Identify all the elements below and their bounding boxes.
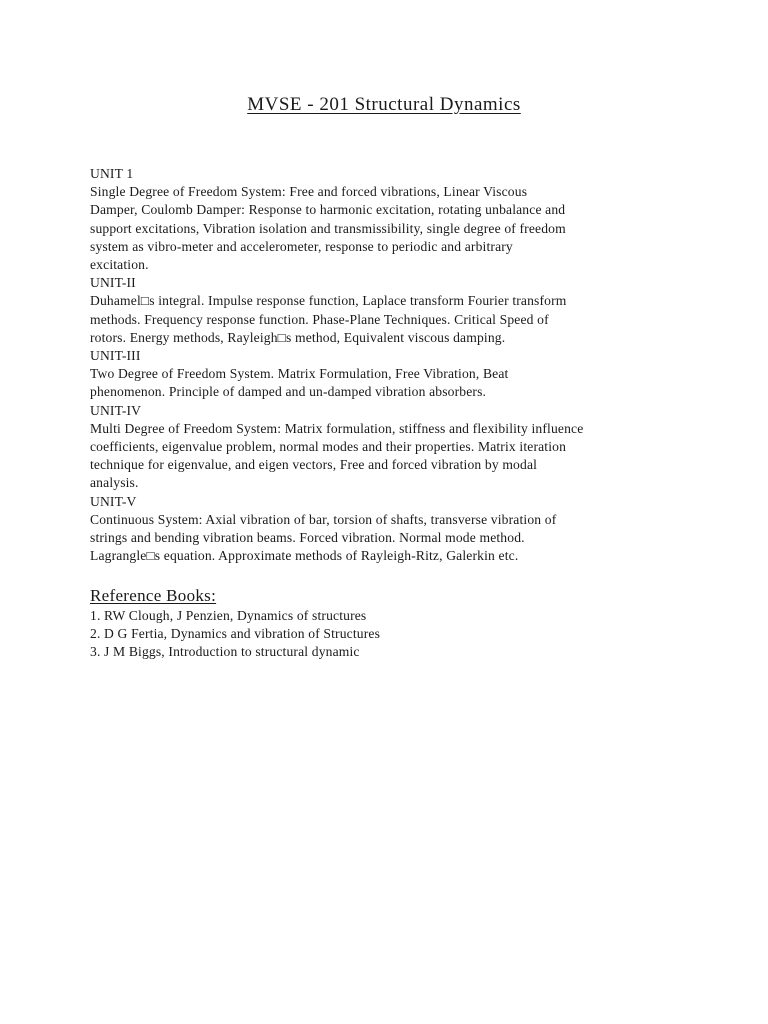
unit-4-section — [90, 402, 690, 493]
reference-books-section — [90, 585, 690, 662]
unit-line: Single Degree of Freedom System: Free and forced vibrations, Linear Viscous — [90, 184, 528, 200]
unit-line: support excitations, Vibration isolation and transmissibility, single degree of freedom — [90, 220, 566, 236]
list-item: 1. RW Clough, J Penzien, Dynamics of structures — [90, 608, 367, 623]
reference-books-heading: Reference Books: — [90, 586, 217, 605]
unit-heading: UNIT-II — [90, 275, 136, 291]
unit-line: excitation. — [90, 257, 149, 273]
unit-heading: UNIT-IV — [90, 402, 142, 418]
unit-2-section — [90, 274, 690, 347]
unit-line: Multi Degree of Freedom System: Matrix formulation, stiffness and flexibility influence — [90, 420, 584, 436]
reference-books-list — [90, 607, 690, 662]
unit-1-section — [90, 165, 690, 274]
unit-heading: UNIT 1 — [90, 166, 134, 181]
unit-line: technique for eigenvalue, and eigen vectors, Free and forced vibration by modal — [90, 457, 538, 473]
unit-line: methods. Frequency response function. Phase-Plane Techniques. Critical Speed of — [90, 311, 549, 327]
unit-3-section — [90, 347, 690, 402]
syllabus-units — [90, 165, 690, 565]
list-item: 3. J M Biggs, Introduction to structural dynamic — [90, 644, 360, 660]
unit-line: strings and bending vibration beams. Forced vibration. Normal mode method. — [90, 530, 525, 546]
unit-line: rotors. Energy methods, Rayleigh□s method, Equivalent viscous damping. — [90, 329, 506, 345]
unit-line: Lagrangle□s equation. Approximate methods of Rayleigh-Ritz, Galerkin etc. — [90, 548, 519, 564]
list-item: 2. D G Fertia, Dynamics and vibration of Structures — [90, 626, 381, 642]
unit-line: Two Degree of Freedom System. Matrix Formulation, Free Vibration, Beat — [90, 366, 509, 382]
unit-line: system as vibro-meter and accelerometer, response to periodic and arbitrary — [90, 238, 513, 254]
unit-line: analysis. — [90, 475, 139, 491]
page-title: MVSE - 201 Structural Dynamics — [247, 94, 521, 115]
unit-line: phenomenon. Principle of damped and un-damped vibration absorbers. — [90, 384, 487, 400]
unit-line: Duhamel□s integral. Impulse response function, Laplace transform Fourier transform — [90, 293, 567, 309]
unit-line: Continuous System: Axial vibration of bar, torsion of shafts, transverse vibration of — [90, 511, 557, 527]
unit-5-section — [90, 493, 690, 566]
unit-heading: UNIT-III — [90, 348, 141, 364]
unit-heading: UNIT-V — [90, 493, 137, 509]
unit-line: Damper, Coulomb Damper: Response to harmonic excitation, rotating unbalance and — [90, 202, 566, 218]
unit-line: coefficients, eigenvalue problem, normal modes and their properties. Matrix iteration — [90, 439, 567, 455]
